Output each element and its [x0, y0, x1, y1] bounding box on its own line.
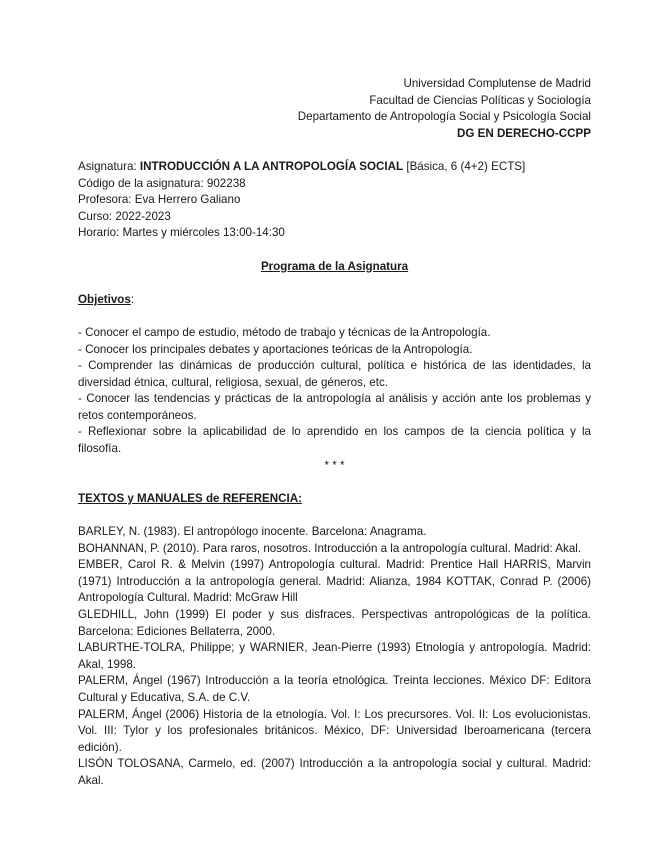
department-name: Departamento de Antropología Social y Psicología Social — [297, 110, 591, 124]
reference-item: EMBER, Carol R. & Melvin (1997) Antropología cultural. Madrid: Prentice Hall HARRIS, Marvin (1971) Introducción a la antropología general. Madrid: Alianza, 1984 KOTTAK, Conrad P. (2006) Antropología Cultural. Madrid: McGraw Hill — [78, 558, 591, 605]
references-list — [78, 524, 591, 790]
course-info — [78, 159, 591, 242]
document-page — [78, 76, 591, 790]
course-year: Curso: 2022-2023 — [78, 209, 171, 223]
reference-item: PALERM, Ángel (2006) Historia de la etnología. Vol. I: Los precursores. Vol. II: Los evolucionistas. Vol. III: Tylor y los profesionales británicos. México, DF: Universidad Iberoamericana (tercera edición). — [78, 707, 591, 754]
objectives-list — [78, 325, 591, 458]
reference-item: BOHANNAN, P. (2010). Para raros, nosotros. Introducción a la antropología cultural. Madrid: Akal. — [78, 541, 582, 555]
subject-label: Asignatura: — [78, 159, 137, 173]
objective-item: - Conocer los principales debates y aportaciones teóricas de la Antropología. — [78, 342, 473, 356]
program-title: Programa de la Asignatura — [260, 259, 409, 273]
objectives-heading-colon: : — [130, 292, 135, 306]
subject-name: INTRODUCCIÓN A LA ANTROPOLOGÍA SOCIAL — [139, 159, 404, 173]
reference-item: BARLEY, N. (1983). El antropólogo inocente. Barcelona: Anagrama. — [78, 525, 427, 539]
reference-item: LISÓN TOLOSANA, Carmelo, ed. (2007) Introducción a la antropología social y cultural. Madrid: Akal. — [78, 757, 591, 787]
course-schedule: Horario: Martes y miércoles 13:00-14:30 — [78, 226, 285, 240]
reference-item: GLEDHILL, John (1999) El poder y sus disfraces. Perspectivas antropológicas de la política. Barcelona: Ediciones Bellaterra, 2000. — [78, 608, 591, 638]
subject-type: [Básica, 6 (4+2) ECTS] — [406, 159, 526, 173]
objective-item: - Comprender las dinámicas de producción cultural, política e histórica de las identidades, la diversidad étnica, cultural, religiosa, sexual, de géneros, etc. — [78, 359, 591, 389]
objectives-heading — [78, 292, 591, 309]
teacher-name: Profesora: Eva Herrero Galiano — [78, 193, 241, 207]
objective-item: - Reflexionar sobre la aplicabilidad de lo aprendido en los campos de la ciencia política y la filosofía. — [78, 425, 591, 456]
objective-item: - Conocer las tendencias y prácticas de la antropología al análisis y acción ante los problemas y retos contemporáneos. — [78, 392, 591, 422]
subject-code: Código de la asignatura: 902238 — [78, 176, 246, 190]
reference-item: LABURTHE-TOLRA, Philippe; y WARNIER, Jean-Pierre (1993) Etnología y antropología. Madrid: Akal, 1998. — [78, 641, 591, 671]
faculty-name: Facultad de Ciencias Políticas y Sociología — [369, 93, 591, 107]
institution-header — [78, 76, 591, 142]
university-name: Universidad Complutense de Madrid — [403, 77, 591, 90]
reference-item: PALERM, Ángel (1967) Introducción a la teoría etnológica. Treinta lecciones. México DF: Editora Cultural y Educativa, S.A. de C.V. — [78, 674, 591, 704]
degree-name: DG EN DERECHO-CCPP — [457, 126, 591, 140]
section-separator: * * * — [324, 458, 345, 472]
references-heading-wrap — [78, 491, 591, 508]
program-title-wrap — [78, 259, 591, 276]
objectives-heading-text: Objetivos — [78, 292, 131, 306]
objective-item: - Conocer el campo de estudio, método de trabajo y técnicas de la Antropología. — [78, 325, 491, 339]
subject-line — [78, 159, 591, 176]
references-heading: TEXTOS y MANUALES de REFERENCIA: — [78, 491, 302, 505]
